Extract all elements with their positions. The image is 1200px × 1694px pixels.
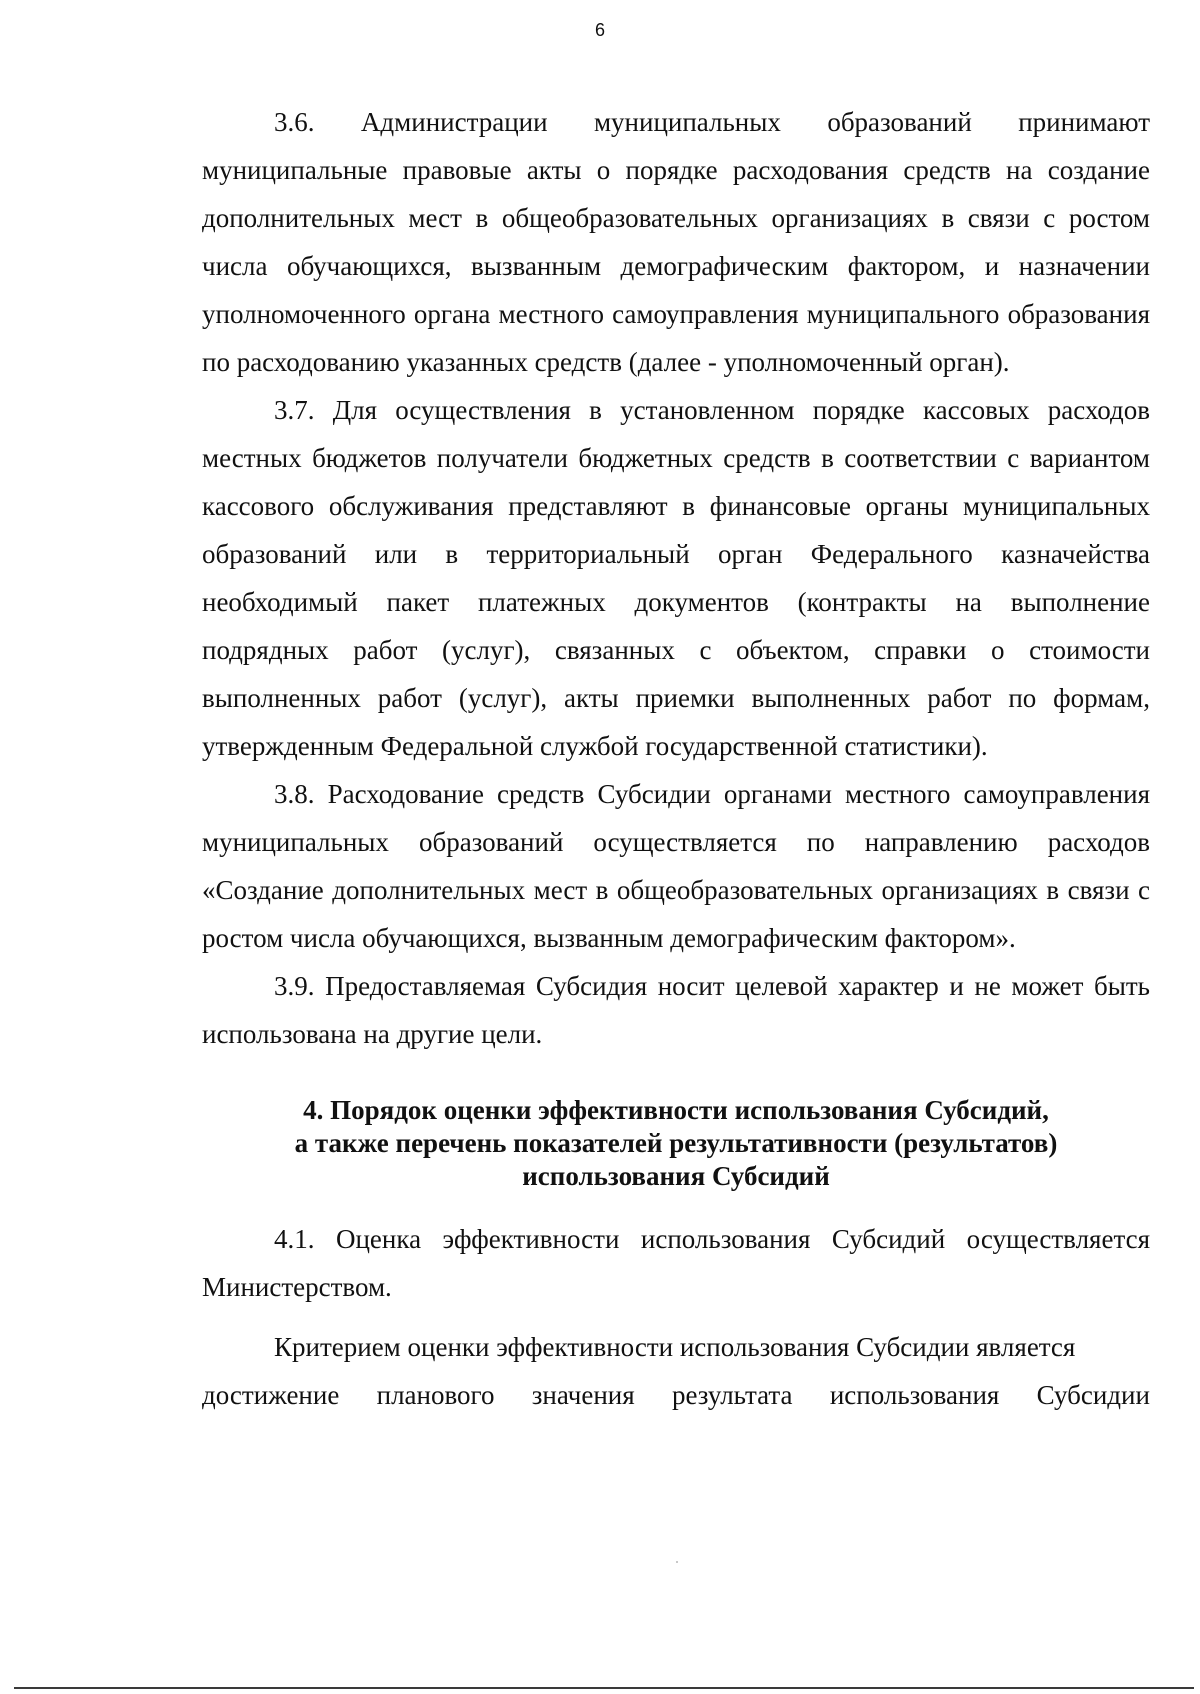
paragraph-4-1: 4.1. Оценка эффективности использования Субсидий осуществляется Министерством. <box>202 1224 1150 1302</box>
word: достижение <box>202 1380 340 1410</box>
paragraph-criterion: Критерием оценки эффективности использования Субсидии является <box>274 1332 1076 1362</box>
section-4-heading <box>202 1094 1150 1193</box>
document-body <box>202 98 1150 1419</box>
paragraph-3-9: 3.9. Предоставляемая Субсидия носит целевой характер и не может быть использована на другие цели. <box>202 971 1150 1049</box>
paragraph-3-7: 3.7. Для осуществления в установленном порядке кассовых расходов местных бюджетов получатели бюджетных средств в соответствии с вариантом кассового обслуживания представляют в финансовые органы муниципальных образований или в территориальный орган Федерального казначейства необходимый пакет платежных документов (контракты на выполнение подрядных работ (услуг), связанных с объектом, справки о стоимости выполненных работ (услуг), акты приемки выполненных работ по формам, утвержденным Федеральной службой государственной статистики). <box>202 395 1150 761</box>
word: планового <box>376 1380 495 1410</box>
page-number: 6 <box>594 20 605 40</box>
paragraph-criterion-continuation <box>202 1371 1150 1419</box>
section-4-heading-line-2: а также перечень показателей результативности (результатов) <box>294 1128 1058 1158</box>
word: значения <box>531 1380 635 1410</box>
bottom-rule-line <box>14 1687 1194 1689</box>
word: Субсидии <box>1036 1380 1150 1410</box>
section-4-heading-line-3: использования Субсидий <box>522 1161 830 1191</box>
word: результата <box>671 1380 793 1410</box>
paragraph-3-8: 3.8. Расходование средств Субсидии органами местного самоуправления муниципальных образований осуществляется по направлению расходов «Создание дополнительных мест в общеобразовательных организациях в связи с ростом числа обучающихся, вызванным демографическим фактором». <box>202 779 1150 953</box>
word: использования <box>829 1380 1000 1410</box>
paragraph-3-6: 3.6. Администрации муниципальных образований принимают муниципальные правовые акты о порядке расходования средств на создание дополнительных мест в общеобразовательных организациях в связи с ростом числа обучающихся, вызванным демографическим фактором, и назначении уполномоченного органа местного самоуправления муниципального образования по расходованию указанных средств (далее - уполномоченный орган). <box>202 107 1150 377</box>
scan-speck <box>676 1561 678 1563</box>
section-4-heading-line-1: 4. Порядок оценки эффективности использования Субсидий, <box>303 1095 1049 1125</box>
